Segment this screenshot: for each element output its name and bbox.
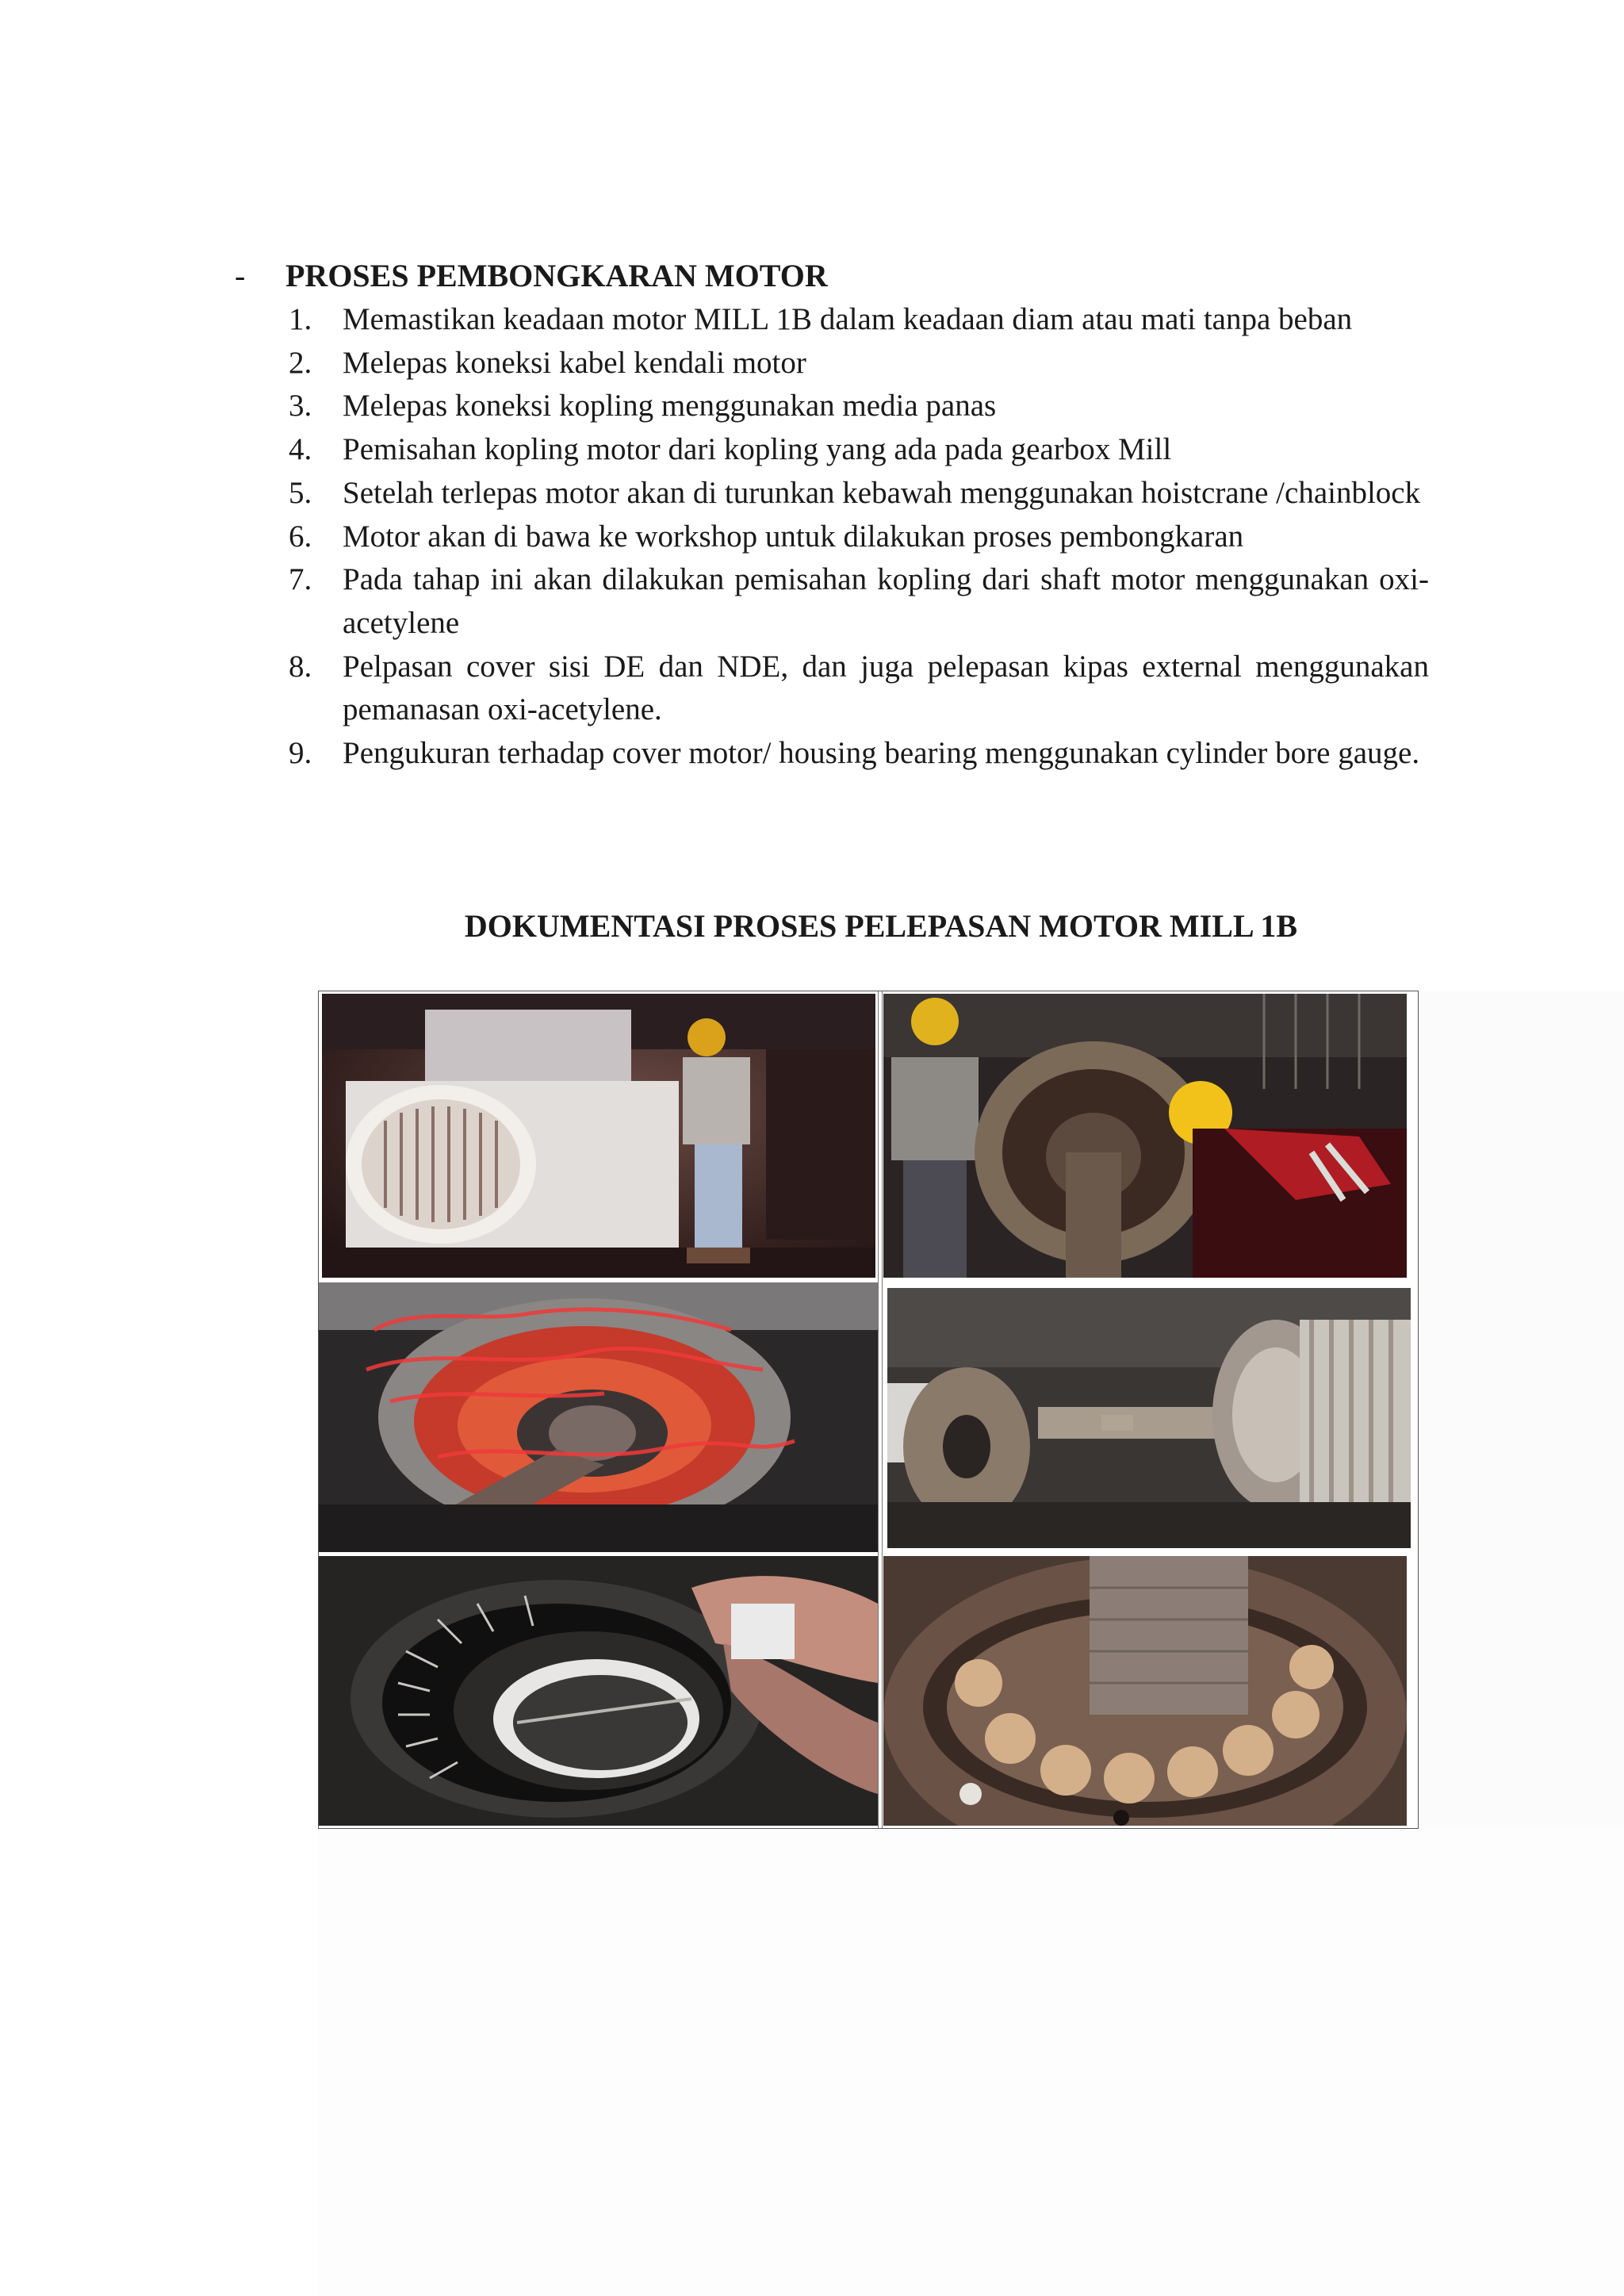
list-text: Pada tahap ini akan dilakukan pemisahan kopling dari shaft motor menggunakan oxi-acetylene — [343, 562, 1429, 640]
page-shading-bottom — [317, 1828, 1624, 2296]
list-item — [289, 558, 1429, 645]
list-number: 7. — [289, 562, 312, 597]
photo-3-stator-marked — [319, 1282, 878, 1552]
section-heading — [235, 254, 1440, 298]
list-number: 4. — [289, 432, 312, 467]
list-item — [289, 732, 1429, 776]
list-item — [289, 646, 1429, 732]
list-item — [289, 298, 1429, 342]
list-text: Pengukuran terhadap cover motor/ housing bearing menggunakan cylinder bore gauge. — [343, 736, 1420, 771]
section-title: PROSES PEMBONGKARAN MOTOR — [285, 258, 828, 293]
photo-4-coupling-shaft — [887, 1288, 1411, 1548]
list-item — [289, 385, 1429, 428]
photo-1-motor-fan — [322, 994, 875, 1278]
bullet-dash: - — [235, 258, 246, 293]
list-text: Motor akan di bawa ke workshop untuk dilakukan proses pembongkaran — [343, 519, 1244, 554]
list-text: Pelpasan cover sisi DE dan NDE, dan juga pelepasan kipas external menggunakan pemanasan oxi-acetylene. — [343, 649, 1429, 727]
photo-5-measuring-bore — [319, 1556, 878, 1826]
grid-divider — [878, 991, 883, 1828]
list-text: Setelah terlepas motor akan di turunkan kebawah menggunakan hoistcrane /chainblock — [343, 475, 1421, 510]
photo-grid — [318, 991, 1419, 1829]
list-number: 6. — [289, 519, 312, 554]
list-item — [289, 428, 1429, 472]
steps-list — [289, 298, 1429, 776]
list-number: 9. — [289, 736, 312, 771]
list-text: Memastikan keadaan motor MILL 1B dalam keadaan diam atau mati tanpa beban — [343, 302, 1353, 336]
list-text: Melepas koneksi kabel kendali motor — [343, 345, 806, 380]
documentation-title: DOKUMENTASI PROSES PELEPASAN MOTOR MILL 1B — [464, 908, 1298, 944]
list-item — [289, 472, 1429, 516]
list-item — [289, 342, 1429, 385]
list-text: Melepas koneksi kopling menggunakan media panas — [343, 389, 997, 424]
list-number: 8. — [289, 649, 312, 684]
photo-2-workers-motor-end — [883, 994, 1407, 1278]
list-number: 3. — [289, 389, 312, 424]
list-text: Pemisahan kopling motor dari kopling yang ada pada gearbox Mill — [343, 432, 1172, 467]
list-number: 2. — [289, 345, 312, 380]
photo-6-bearing — [883, 1556, 1407, 1826]
list-number: 1. — [289, 302, 312, 336]
list-item — [289, 516, 1429, 559]
list-number: 5. — [289, 475, 312, 510]
